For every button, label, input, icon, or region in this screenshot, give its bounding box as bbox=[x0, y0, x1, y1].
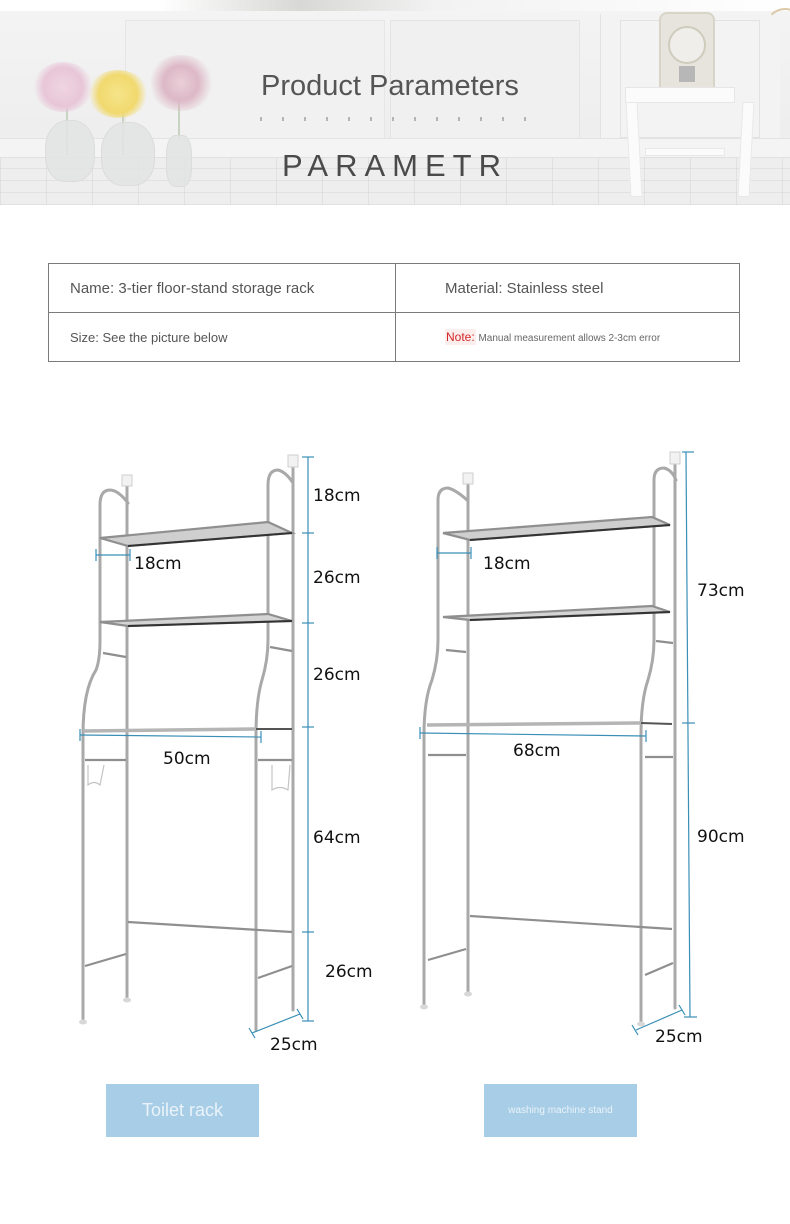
washing-machine-stand-diagram bbox=[395, 440, 790, 1060]
banner-subtitle: PARAMETR bbox=[282, 148, 508, 183]
washing-machine-stand-drawing bbox=[395, 440, 790, 1060]
banner bbox=[0, 0, 790, 205]
height-label-bottom: 26cm bbox=[325, 962, 373, 982]
parameter-row bbox=[49, 264, 740, 313]
parameter-row bbox=[49, 313, 740, 362]
parameter-table bbox=[48, 263, 740, 362]
shelf-depth-label: 18cm bbox=[483, 554, 531, 574]
measurement-note bbox=[396, 313, 740, 362]
note-label: Note: bbox=[446, 330, 475, 344]
decorative-dots bbox=[260, 117, 530, 121]
product-size: Size: See the picture below bbox=[49, 313, 396, 362]
toilet-rack-diagram bbox=[0, 440, 395, 1060]
width-label: 68cm bbox=[513, 741, 561, 761]
height-label-shelf2: 26cm bbox=[313, 665, 361, 685]
width-label: 50cm bbox=[163, 749, 211, 769]
height-label-upper: 73cm bbox=[697, 581, 745, 601]
base-depth-label: 25cm bbox=[270, 1035, 318, 1055]
note-text: Manual measurement allows 2-3cm error bbox=[475, 333, 661, 344]
shelf-depth-label: 18cm bbox=[134, 554, 182, 574]
dimension-lines bbox=[80, 457, 314, 1038]
product-name: Name: 3-tier floor-stand storage rack bbox=[49, 264, 396, 313]
height-label-lower: 64cm bbox=[313, 828, 361, 848]
base-depth-label: 25cm bbox=[655, 1027, 703, 1047]
banner-top-strip bbox=[0, 0, 790, 11]
washing-machine-stand-caption: washing machine stand bbox=[484, 1084, 637, 1137]
banner-title: Product Parameters bbox=[261, 70, 519, 102]
height-label-top: 18cm bbox=[313, 486, 361, 506]
product-material: Material: Stainless steel bbox=[396, 264, 740, 313]
height-label-lower: 90cm bbox=[697, 827, 745, 847]
toilet-rack-caption: Toilet rack bbox=[106, 1084, 259, 1137]
height-label-shelf1: 26cm bbox=[313, 568, 361, 588]
